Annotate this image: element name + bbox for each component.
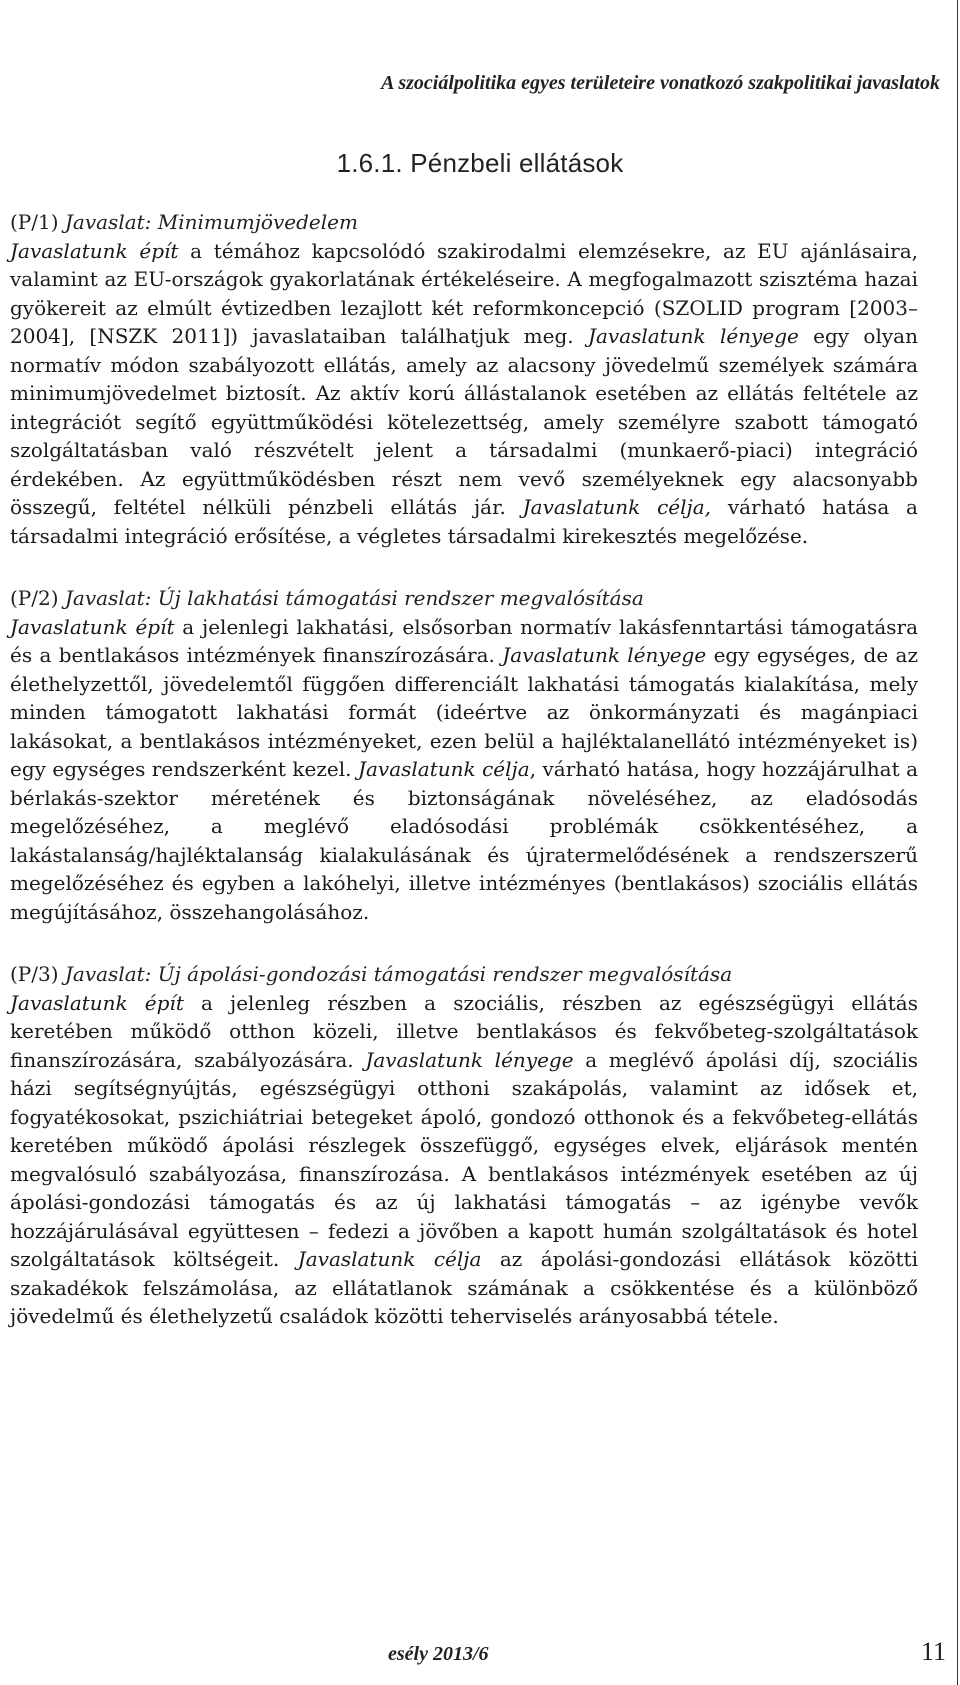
- body-text: a jelenlegi lakhatási, elsősorban normatív lakásfenntartási támogatásra és a bentlakásos intézmények finanszírozására.: [10, 614, 918, 667]
- proposal-code: (P/3): [10, 962, 59, 986]
- proposal-code: (P/1): [10, 210, 59, 234]
- lead-phrase: Javaslatunk lényege: [587, 324, 799, 348]
- page-edge-rule: [957, 0, 958, 1685]
- proposal-body: [10, 613, 918, 927]
- lead-phrase: Javaslatunk lényege: [502, 643, 707, 667]
- lead-phrase: Javaslatunk épít: [10, 238, 179, 263]
- body-text: az ápolási-gondozási ellátások közötti szakadékok felszámolása, az ellátatlanok számának a csökkentése és a különböző jövedelmű és élethelyzetű családok közötti teherviselés arányosabbá tétele.: [10, 1247, 918, 1328]
- proposal-p2: [10, 584, 918, 926]
- body-text: a jelenleg részben a szociális, részben az egészségügyi ellátás keretében működő otthon közeli, illetve bentlakásos és fekvőbeteg-szolgáltatások finanszírozására, szabályozására.: [10, 990, 918, 1072]
- lead-phrase: Javaslatunk épít: [10, 614, 175, 639]
- proposal-p1: [10, 208, 918, 550]
- main-content: [10, 208, 918, 1331]
- proposal-body: [10, 989, 918, 1331]
- body-text: várható hatása a társadalmi integráció erősítése, a végletes társadalmi kirekesztés megelőzése.: [10, 495, 918, 548]
- body-text: a témához kapcsolódó szakirodalmi elemzésekre, az EU ajánlásaira, valamint az EU-országok gyakorlatának értékeléseire. A megfogalmazott szisztéma hazai gyökereit az elmúlt évtizedben lezajlott két reformkoncepció (SZOLID program [2003–2004], [NSZK 2011]) javaslataiban találhatjuk meg.: [10, 238, 918, 348]
- proposal-heading: [10, 960, 918, 989]
- lead-phrase: Javaslatunk épít: [10, 990, 184, 1015]
- lead-phrase: Javaslatunk lényege: [365, 1047, 574, 1072]
- proposal-heading: [10, 584, 918, 613]
- proposal-heading: [10, 208, 918, 237]
- lead-phrase: Javaslatunk célja: [297, 1247, 482, 1271]
- running-header: A szociálpolitika egyes területeire vonatkozó szakpolitikai javaslatok: [381, 72, 940, 94]
- proposal-title: Javaslat: Új ápolási-gondozási támogatási rendszer megvalósítása: [64, 962, 733, 986]
- proposal-p3: [10, 960, 918, 1331]
- lead-phrase: Javaslatunk célja,: [522, 495, 712, 519]
- section-title: 1.6.1. Pénzbeli ellátások: [336, 148, 624, 178]
- body-text: a meglévő ápolási díj, szociális házi segítségnyújtás, egészségügyi otthoni szakápolás, valamint az idősek et, fogyatékosokat, pszichiátriai betegeket ápoló, gondozó otthonok és a fekvőbeteg-ellátás keretében működő ápolási részlegek összefüggő, egységes elvek, eljárások mentén megvalósuló szabályozása, finanszírozása. A bentlakásos intézmények esetében az új ápolási-gondozási támogatás és az új lakhatási támogatás – az igénybe vevők hozzájárulásával együttesen – fedezi a jövőben a kapott humán szolgáltatások és hotel szolgáltatások költségeit.: [10, 1047, 918, 1271]
- body-text: , várható hatása, hogy hozzájárulhat a bérlakás-szektor méretének és biztonságának növeléséhez, az eladósodás megelőzéséhez, a meglévő eladósodási problémák csökkentéséhez, a lakástalanság/hajléktalanság kialakulásának és újratermelődésének a rendszerszerű megelőzéséhez és egyben a lakóhelyi, illetve intézményes (bentlakásos) szociális ellátás megújításához, összehangolásához.: [10, 757, 918, 924]
- body-text: egy egységes, de az élethelyzettől, jövedelemtől függően differenciált lakhatási támogatás kialakítása, mely minden támogatott lakhatási formát (ideértve az önkormányzati és magánpiaci lakásokat, a bentlakásos intézményeket, ezen belül a hajléktalanellátó intézményeket is) egy egységes rendszerként kezel.: [10, 643, 918, 781]
- body-text: egy olyan normatív módon szabályozott ellátás, amely az alacsony jövedelmű személyek számára minimumjövedelmet biztosít. Az aktív korú állástalanok esetében az ellátás feltétele az integrációt segítő együttműködési kötelezettség, amely személyre szabott támogató szolgáltatásban való részvételt jelent a társadalmi (munkaerő-piaci) integráció érdekében. Az együttműködésben részt nem vevő személyeknek egy alacsonyabb összegű, feltétel nélküli pénzbeli ellátás jár.: [10, 324, 918, 519]
- proposal-title: Javaslat: Új lakhatási támogatási rendszer megvalósítása: [64, 586, 644, 610]
- proposal-body: [10, 237, 918, 551]
- proposal-title: Javaslat: Minimumjövedelem: [64, 210, 358, 234]
- lead-phrase: Javaslatunk célja: [357, 757, 530, 781]
- footer-journal: esély 2013/6: [388, 1643, 489, 1665]
- proposal-code: (P/2): [10, 586, 59, 610]
- page-number: 11: [920, 1637, 946, 1666]
